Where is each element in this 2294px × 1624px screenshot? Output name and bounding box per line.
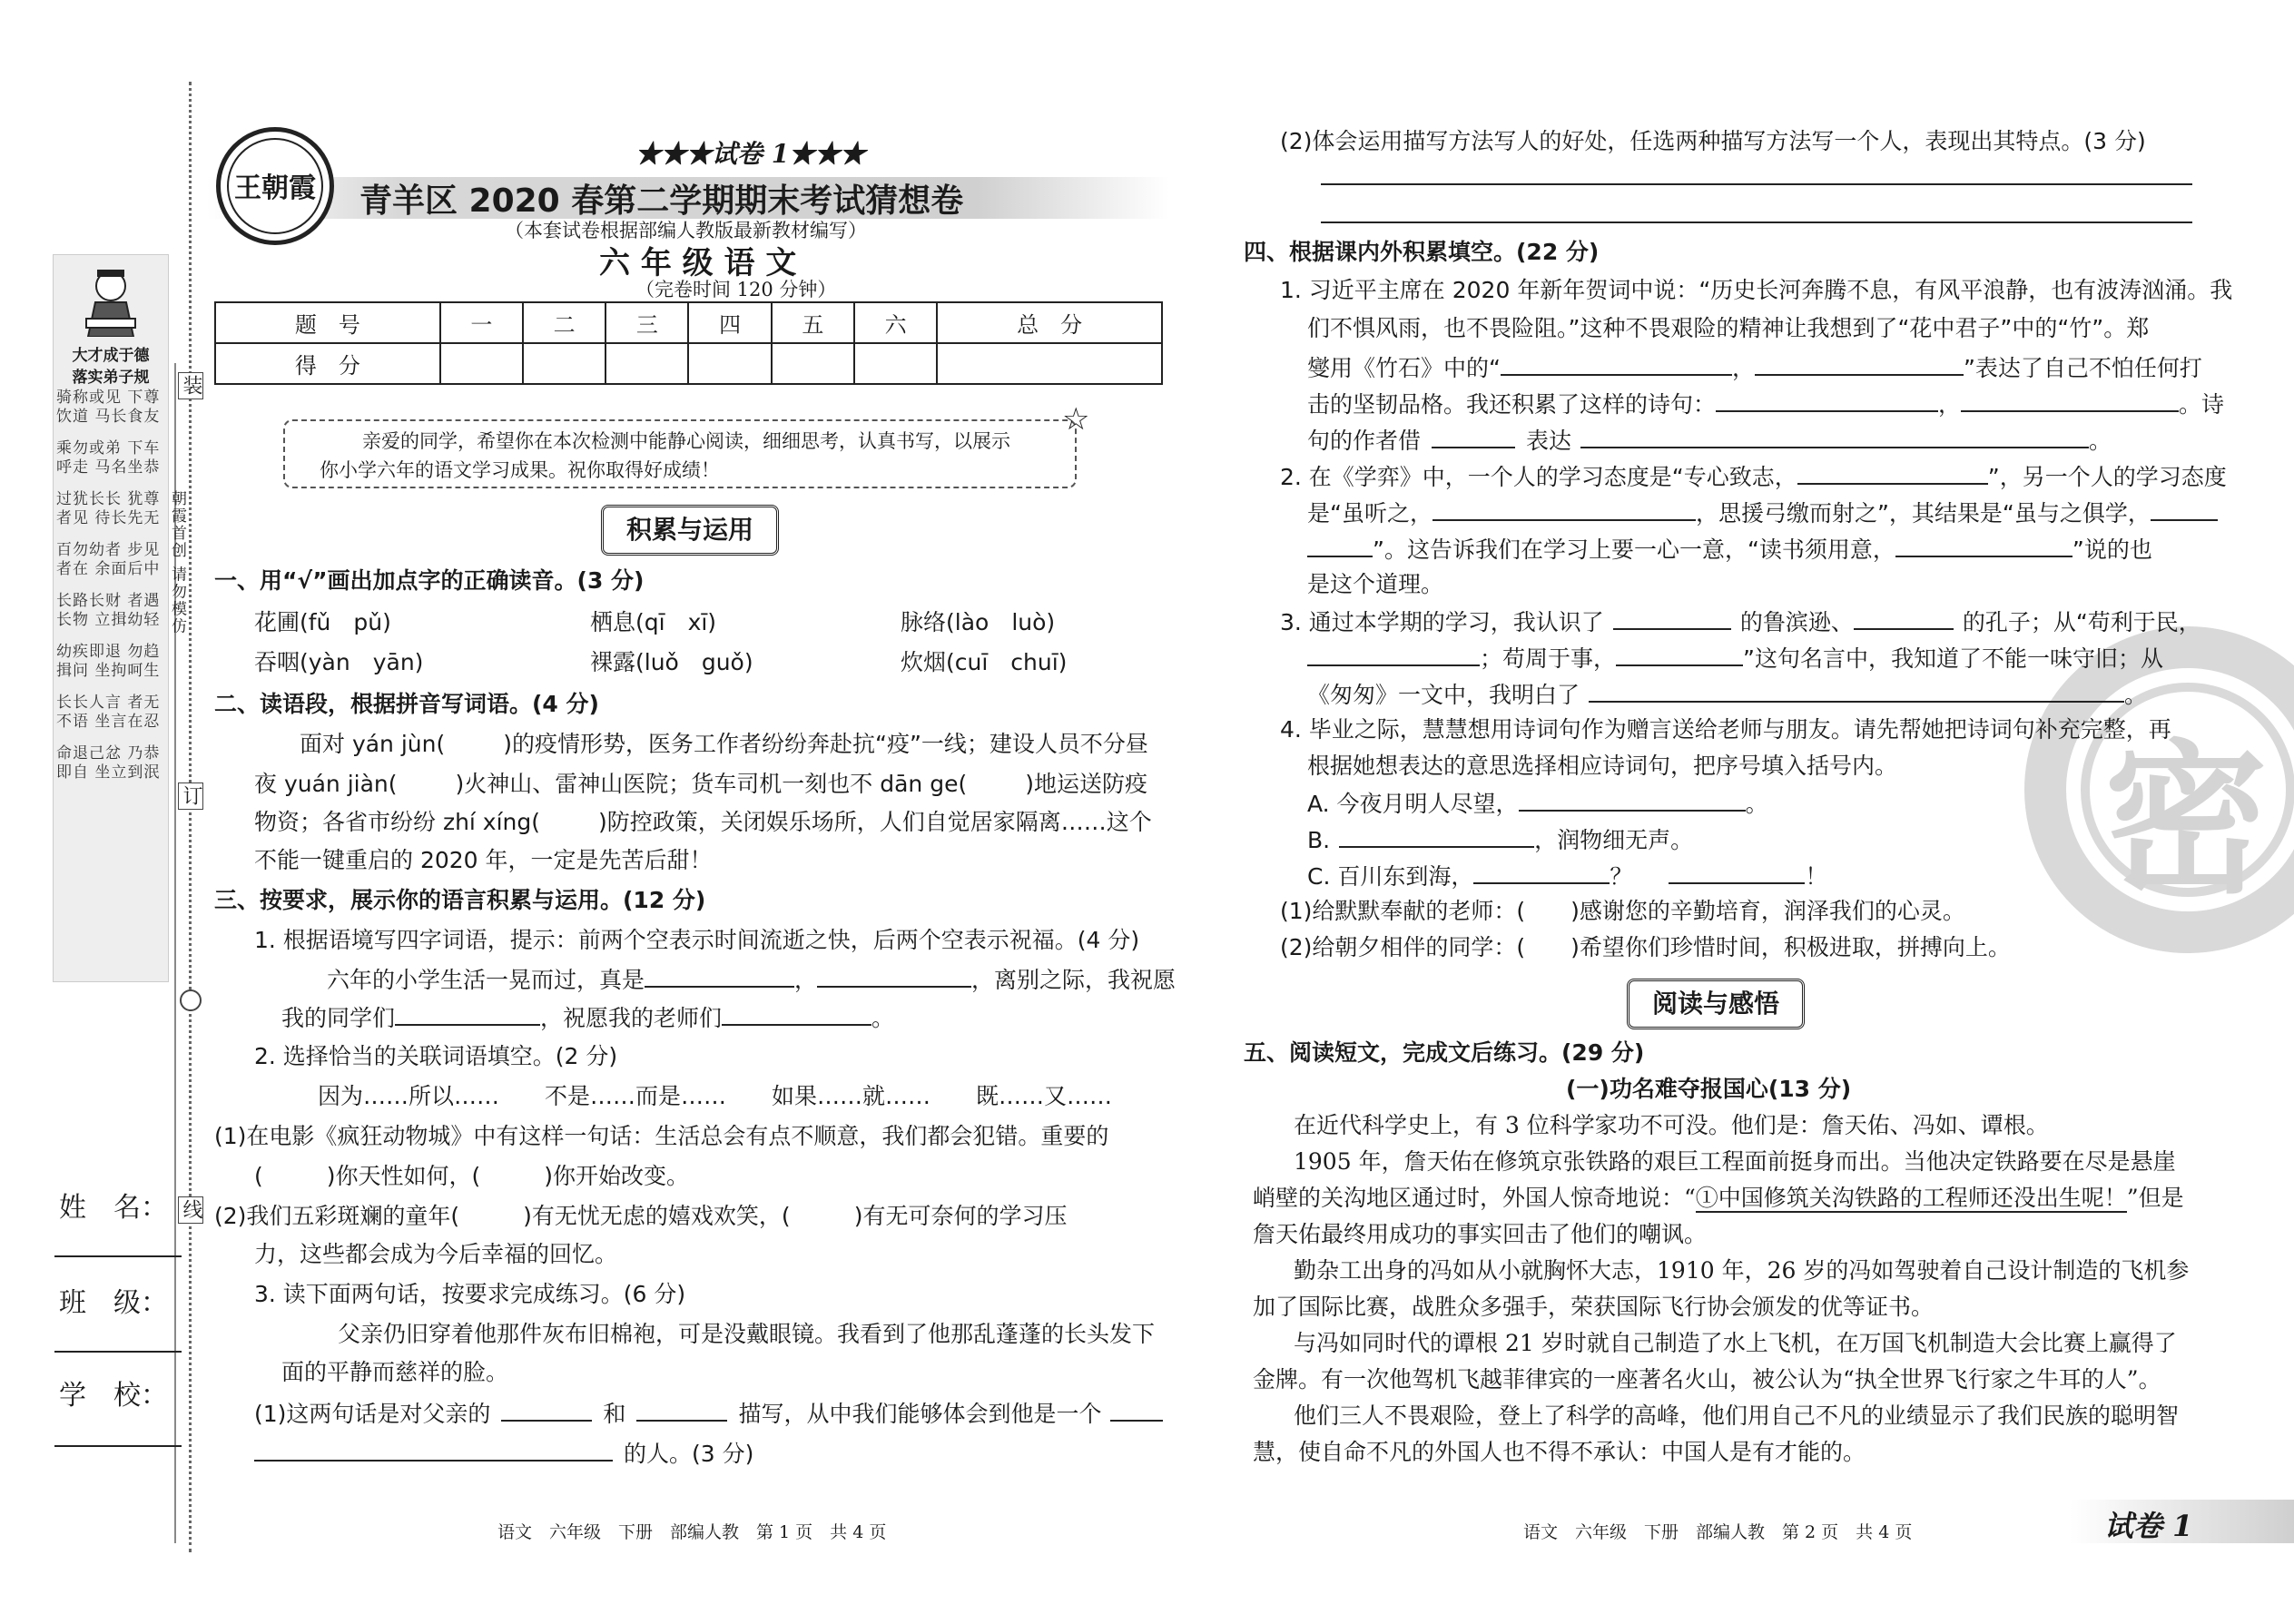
answer-blank[interactable]: [1110, 1394, 1163, 1422]
q3-text: 描写，从中我们能够体会到他是一个: [738, 1401, 1102, 1427]
q4-text: ；苟周于事，: [1480, 645, 1617, 672]
score-col-4: 四: [688, 302, 771, 343]
q2-title: 二、读语段，根据拼音写词语。(4 分): [214, 691, 599, 717]
q4-text: ”。这告诉我们在学习上要一心一意，“读书须用意，: [1373, 536, 1895, 563]
q2-line-4: 不能一键重启的 2020 年，一定是先苦后甜！: [254, 847, 713, 873]
answer-blank[interactable]: [645, 960, 794, 988]
q2-text: 夜 yuán jiàn(: [254, 771, 398, 797]
q4-text: ”，另一个人的学习态度: [1987, 464, 2227, 490]
score-cell[interactable]: [523, 343, 605, 384]
passage-line-6: 加了国际比赛，战胜众多强手，荣获国际飞行协会颁发的优等证书。: [1253, 1294, 1935, 1320]
answer-blank[interactable]: [1854, 603, 1954, 630]
notice-box: [283, 419, 1077, 488]
q1-item-3[interactable]: 脉络(lào luò): [901, 609, 1056, 635]
passage-line-9: 他们三人不畏艰险，登上了科学的高峰，他们用自己不凡的业绩显示了我们民族的聪明智: [1294, 1403, 2180, 1429]
binding-mark-xian: 线: [178, 1196, 203, 1224]
section-box-accumulation: 积累与运用: [601, 505, 779, 556]
q3-3-text-1: 父亲仍旧穿着他那件灰布旧棉袍，可是没戴眼镜。我看到了他那乱蓬蓬的长头发下: [338, 1321, 1156, 1347]
answer-blank[interactable]: [1307, 639, 1480, 666]
score-cell[interactable]: [605, 343, 688, 384]
q4-text: 击的坚韧品格。我还积累了这样的诗句：: [1307, 391, 1717, 418]
score-col-5: 五: [772, 302, 854, 343]
class-field-line[interactable]: [54, 1351, 182, 1353]
q3-text: (1)这两句话是对父亲的: [254, 1401, 491, 1427]
score-cell[interactable]: [772, 343, 854, 384]
q3-2-prompt: 2. 选择恰当的关联词语填空。(2 分): [254, 1043, 618, 1069]
passage-line-7: 与冯如同时代的谭根 21 岁时就自己制造了水上飞机，在万国飞机制造大会比赛上赢得了: [1294, 1330, 2177, 1356]
score-header-row: [215, 302, 1162, 343]
q3-3-text-2: 面的平静而慈祥的脸。: [281, 1359, 509, 1385]
score-col-label: 题 号: [215, 302, 440, 343]
q4-title: 四、根据课内外积累填空。(22 分): [1244, 239, 1600, 265]
binding-mark-zhuang: 装: [178, 372, 203, 399]
grade-title: 六 年 级 语 文: [599, 245, 797, 281]
passage-text: 峭壁的关沟地区通过时，外国人惊奇地说：“: [1253, 1185, 1696, 1211]
q4-text: ，: [1731, 355, 1755, 381]
answer-line[interactable]: [1321, 183, 2192, 185]
passage-line-5: 勤杂工出身的冯如从小就胸怀大志，1910 年，26 岁的冯如驾驶着自己设计制造的飞机参: [1294, 1257, 2190, 1284]
q3-text: (2)我们五彩斑斓的童年(: [214, 1203, 460, 1229]
q5-title: 五、阅读短文，完成文后练习。(29 分): [1244, 1039, 1645, 1066]
answer-blank[interactable]: [1307, 530, 1373, 557]
answer-blank[interactable]: [1669, 857, 1805, 884]
q4-2-line-4: 是这个道理。: [1307, 571, 1444, 597]
verse-group: 骑称或见 下尊饮道 马长食友: [56, 389, 161, 426]
q3-3-prompt: 3. 读下面两句话，按要求完成练习。(6 分): [254, 1281, 686, 1307]
q1-item-4[interactable]: 吞咽(yàn yān): [254, 649, 424, 675]
answer-blank[interactable]: [1519, 784, 1746, 812]
q4-4-line-1: 4. 毕业之际，慧慧想用诗词句作为赠言送给老师与朋友。请先帮她把诗词句补充完整，再: [1280, 716, 2171, 743]
q4-text: ，思援弓缴而射之”，其结果是“虽与之俱学，: [1695, 500, 2151, 527]
q4-4-option-c: [1307, 857, 1827, 895]
confidential-stamp-char: 密: [2104, 724, 2269, 916]
q4-text: ”这句名言中，我知道了不能一味守旧；从: [1743, 645, 2163, 672]
answer-blank[interactable]: [395, 999, 540, 1026]
q1-item-2[interactable]: 栖息(qī xī): [590, 609, 717, 635]
q3-text: )有无忧无虑的嬉戏欢笑，(: [523, 1203, 791, 1229]
q4-text: ”表达了自己不怕任何打: [1963, 355, 2202, 381]
q4-text: 表达: [1526, 428, 1572, 454]
passage-line-2: 1905 年，詹天佑在修筑京张铁路的艰巨工程面前挺身而出。当他决定铁路要在尽是悬崖: [1294, 1148, 2176, 1175]
q4-text: ？: [1610, 863, 1633, 890]
q4-text: ”说的也: [2072, 536, 2152, 563]
q3-text: 的人。(3 分): [624, 1441, 754, 1467]
mascot-illustration: [81, 266, 141, 337]
q3-text: 六年的小学生活一晃而过，真是: [327, 967, 645, 993]
q3-1-line-1: [327, 960, 1176, 999]
motto-line-2: 落实弟子规: [72, 369, 150, 387]
q4-text: 2. 在《学弈》中，一个人的学习态度是“专心致志，: [1280, 464, 1797, 490]
verse-group: 幼疾即退 勿趋揖问 坐拘呵生: [56, 643, 161, 680]
answer-blank[interactable]: [1755, 349, 1964, 376]
q4-1-line-1: 1. 习近平主席在 2020 年新年贺词中说：“历史长河奔腾不息，有风平浪静，也有波涛汹涌。我: [1280, 277, 2233, 303]
q3-1-prompt: 1. 根据语境写四字词语，提示：前两个空表示时间流逝之快，后两个空表示祝福。(4 分): [254, 927, 1140, 953]
answer-blank[interactable]: [1797, 458, 1988, 485]
q5-subtitle: (一)功名难夺报国心(13 分): [1566, 1076, 1852, 1102]
q4-text: 的孔子；从“苟利于民，: [1962, 609, 2201, 635]
verse-group: 长长人言 者无不语 坐言在忍: [56, 694, 161, 731]
q4-text: A. 今夜月明人尽望，: [1307, 791, 1519, 817]
q2-line-2: [254, 766, 1147, 802]
q4-2-line-1: [1280, 458, 2227, 496]
q3-text: 。: [871, 1005, 895, 1031]
passage-line-8: 金牌。有一次他驾机飞越菲律宾的一座著名火山，被公认为“执全世界飞行家之牛耳的人”。: [1253, 1366, 2161, 1393]
score-col-2: 二: [523, 302, 605, 343]
q1-item-5[interactable]: 裸露(luǒ guǒ): [590, 649, 753, 675]
passage-underlined: ①中国修筑关沟铁路的工程师还没出生呢！: [1695, 1185, 2127, 1211]
passage-text: ”但是: [2126, 1185, 2184, 1211]
score-cell[interactable]: [688, 343, 771, 384]
motto-line-1: 大才成于德: [72, 347, 150, 365]
q4-4-sub-1: (1)给默默奉献的老师：( )感谢您的辛勤培育，润泽我们的心灵。: [1280, 898, 1965, 924]
q3-2-2-line-1: [214, 1198, 1067, 1235]
answer-blank[interactable]: [2151, 494, 2218, 521]
answer-blank[interactable]: [1589, 675, 2124, 703]
q3-3-1-line-1: [254, 1394, 1163, 1432]
section-box-reading: 阅读与感悟: [1627, 979, 1805, 1029]
answer-blank[interactable]: [254, 1434, 613, 1462]
q4-1-line-5: [1307, 421, 2112, 459]
q3-text: ，祝愿我的老师们: [540, 1005, 723, 1031]
passage-line-1: 在近代科学史上，有 3 位科学家功不可没。他们是：詹天佑、冯如、谭根。: [1294, 1112, 2049, 1138]
q4-4-line-2: 根据她想表达的意思选择相应诗词句，把序号填入括号内。: [1307, 753, 1898, 779]
answer-blank[interactable]: [1339, 821, 1534, 848]
q3-2-options: 因为……所以…… 不是……而是…… 如果……就…… 既……又……: [318, 1083, 1113, 1109]
score-value-row: [215, 343, 1162, 384]
corner-paper-label: 试卷 1: [2104, 1509, 2193, 1543]
brand-logo-text: 王朝霞: [234, 172, 316, 204]
q2-text: 物资；各省市纷纷 zhí xíng(: [254, 809, 541, 835]
q2-text: )的疫情形势，医务工作者纷纷奔赴抗“疫”一线；建设人员不分昼: [503, 731, 1148, 757]
q4-text: ，: [1938, 391, 1962, 418]
school-field-line[interactable]: [54, 1445, 182, 1447]
q1-item-1[interactable]: 花圃(fǔ pǔ): [254, 609, 391, 635]
q2-text: )火神山、雷神山医院；货车司机一刻也不 dān ge(: [455, 771, 968, 797]
q3-text: ，离别之际，我祝愿: [971, 967, 1177, 993]
q1-title: 一、用“√”画出加点字的正确读音。(3 分): [214, 567, 645, 594]
answer-blank[interactable]: [1716, 385, 1938, 412]
answer-blank[interactable]: [501, 1394, 592, 1422]
answer-blank[interactable]: [1616, 639, 1743, 666]
q4-1-line-3: [1307, 349, 2202, 387]
dizigui-verses: [56, 389, 163, 795]
q4-text: 《匆匆》一文中，我明白了: [1307, 682, 1580, 708]
q2-line-3: [254, 804, 1152, 841]
answer-blank[interactable]: [1895, 530, 2072, 557]
q3-text: )你天性如何，(: [326, 1163, 481, 1189]
copyright-note: 朝霞首创 请勿模仿: [168, 490, 186, 635]
q4-text: 3. 通过本学期的学习，我认识了: [1280, 609, 1604, 635]
score-col-3: 三: [605, 302, 688, 343]
score-cell[interactable]: [937, 343, 1162, 384]
q4-text: 。: [1745, 791, 1768, 817]
q4-text: ！: [1805, 863, 1828, 890]
exam-subtitle: （本套试卷根据部编人教版最新教材编写）: [505, 220, 867, 241]
q2-text: 面对 yán jùn(: [300, 731, 446, 757]
binding-mark-ding: 订: [178, 782, 203, 810]
q4-4-sub-2: (2)给朝夕相伴的同学：( )希望你们珍惜时间，积极进取，拼搏向上。: [1280, 934, 2011, 960]
verse-group: 百勿幼者 步见者在 余面后中: [56, 541, 161, 578]
q3-text: )有无可奈何的学习压: [853, 1203, 1068, 1229]
answer-blank[interactable]: [1580, 421, 2089, 448]
q4-3-line-3: [1307, 675, 2147, 714]
verse-group: 长路长财 者遇长物 立揖幼轻: [56, 592, 161, 629]
score-col-total: 总 分: [937, 302, 1162, 343]
q4-2-line-2: [1307, 494, 2218, 532]
answer-blank[interactable]: [1433, 494, 1696, 521]
answer-blank[interactable]: [1473, 857, 1610, 884]
answer-blank[interactable]: [1432, 421, 1515, 448]
answer-blank[interactable]: [1613, 603, 1731, 630]
notice-line-1: 亲爱的同学，希望你在本次检测中能静心阅读，细细思考，认真书写，以展示: [362, 430, 1010, 452]
answer-blank[interactable]: [722, 999, 871, 1026]
footer-left: 语文 六年级 下册 部编人教 第 1 页 共 4 页: [497, 1522, 887, 1542]
q4-3-line-2: [1307, 639, 2163, 677]
school-field-label: 学 校：: [59, 1380, 168, 1412]
score-col-6: 六: [854, 302, 937, 343]
q4-text: 。诗: [2179, 391, 2225, 418]
time-note: （完卷时间 120 分钟）: [635, 279, 837, 300]
q4-text: ，润物细无声。: [1534, 827, 1694, 853]
q3-1-line-2: [281, 999, 894, 1037]
answer-line[interactable]: [1321, 221, 2192, 223]
q3-text: (: [254, 1163, 263, 1189]
answer-blank[interactable]: [817, 960, 971, 988]
q4-4-option-a: [1307, 784, 1768, 822]
answer-blank[interactable]: [636, 1394, 727, 1422]
verse-group: 过犹长长 犹尊者见 待长先无: [56, 490, 161, 527]
q3-2-1-line-2: [254, 1158, 689, 1195]
paper-label: ★★★试卷 1★★★: [635, 139, 866, 169]
q2-text: )防控政策，关闭娱乐场所，人们自觉居家隔离……这个: [598, 809, 1152, 835]
q2-line-1: [300, 726, 1148, 763]
star-icon: ☆: [1062, 401, 1090, 438]
name-field-line[interactable]: [54, 1255, 182, 1257]
q4-1-line-4: [1307, 385, 2224, 423]
q4-text: B.: [1307, 827, 1331, 853]
score-row-label: 得 分: [215, 343, 440, 384]
q3-2-1-line-1: (1)在电影《疯狂动物城》中有这样一句话：生活总会有点不顺意，我们都会犯错。重要的: [214, 1123, 1109, 1149]
notice-line-2: 你小学六年的语文学习成果。祝你取得好成绩！: [320, 459, 720, 481]
footer-right: 语文 六年级 下册 部编人教 第 2 页 共 4 页: [1523, 1522, 1913, 1542]
q4-3-line-1: [1280, 603, 2201, 641]
name-field-label: 姓 名：: [59, 1192, 168, 1224]
q3-3-2-prompt: (2)体会运用描写方法写人的好处，任选两种描写方法写一个人，表现出其特点。(3 分): [1280, 128, 2146, 154]
score-cell[interactable]: [854, 343, 937, 384]
q2-text: )地运送防疫: [1025, 771, 1147, 797]
q4-text: 的鲁滨逊、: [1739, 609, 1854, 635]
score-table: [214, 301, 1163, 385]
q4-text: 句的作者借: [1307, 428, 1422, 454]
exam-title: 青羊区 2020 春第二学期期末考试猜想卷: [359, 182, 964, 220]
answer-blank[interactable]: [1961, 385, 2179, 412]
q4-text: 是“虽听之，: [1307, 500, 1433, 527]
passage-line-3: [1253, 1180, 2184, 1216]
verse-group: 命退己忿 乃恭即自 坐立到泯: [56, 744, 161, 782]
verse-group: 乘勿或弟 下车呼走 马名坐恭: [56, 439, 161, 477]
q3-2-2-line-2: 力，这些都会成为今后幸福的回忆。: [254, 1241, 618, 1267]
q4-text: C. 百川东到海，: [1307, 863, 1474, 890]
q3-text: )你开始改变。: [544, 1163, 690, 1189]
score-col-1: 一: [440, 302, 523, 343]
q3-text: 我的同学们: [281, 1005, 396, 1031]
q4-4-option-b: [1307, 821, 1693, 859]
q1-item-6[interactable]: 炊烟(cuī chuī): [901, 649, 1068, 675]
class-field-label: 班 级：: [59, 1287, 168, 1319]
q4-text: 燮用《竹石》中的“: [1307, 355, 1501, 381]
passage-line-4: 詹天佑最终用成功的事实回击了他们的嘲讽。: [1253, 1221, 1708, 1247]
q4-1-line-2: 们不惧风雨，也不畏险阻。”这种不畏艰险的精神让我想到了“花中君子”中的“竹”。郑: [1307, 315, 2150, 341]
q3-text: ，: [794, 967, 818, 993]
score-cell[interactable]: [440, 343, 523, 384]
passage-line-10: 慧，使自命不凡的外国人也不得不承认：中国人是有才能的。: [1253, 1439, 1866, 1465]
binding-dotted-line: [189, 82, 192, 1552]
q3-text: 和: [603, 1401, 626, 1427]
q3-3-1-line-2: [254, 1434, 753, 1472]
q4-text: 。: [2089, 428, 2112, 454]
q3-title: 三、按要求，展示你的语言积累与运用。(12 分): [214, 887, 706, 913]
q4-2-line-3: [1307, 530, 2152, 568]
binding-ring-icon: [180, 989, 202, 1011]
q4-text: 。: [2124, 682, 2148, 708]
answer-blank[interactable]: [1501, 349, 1732, 376]
